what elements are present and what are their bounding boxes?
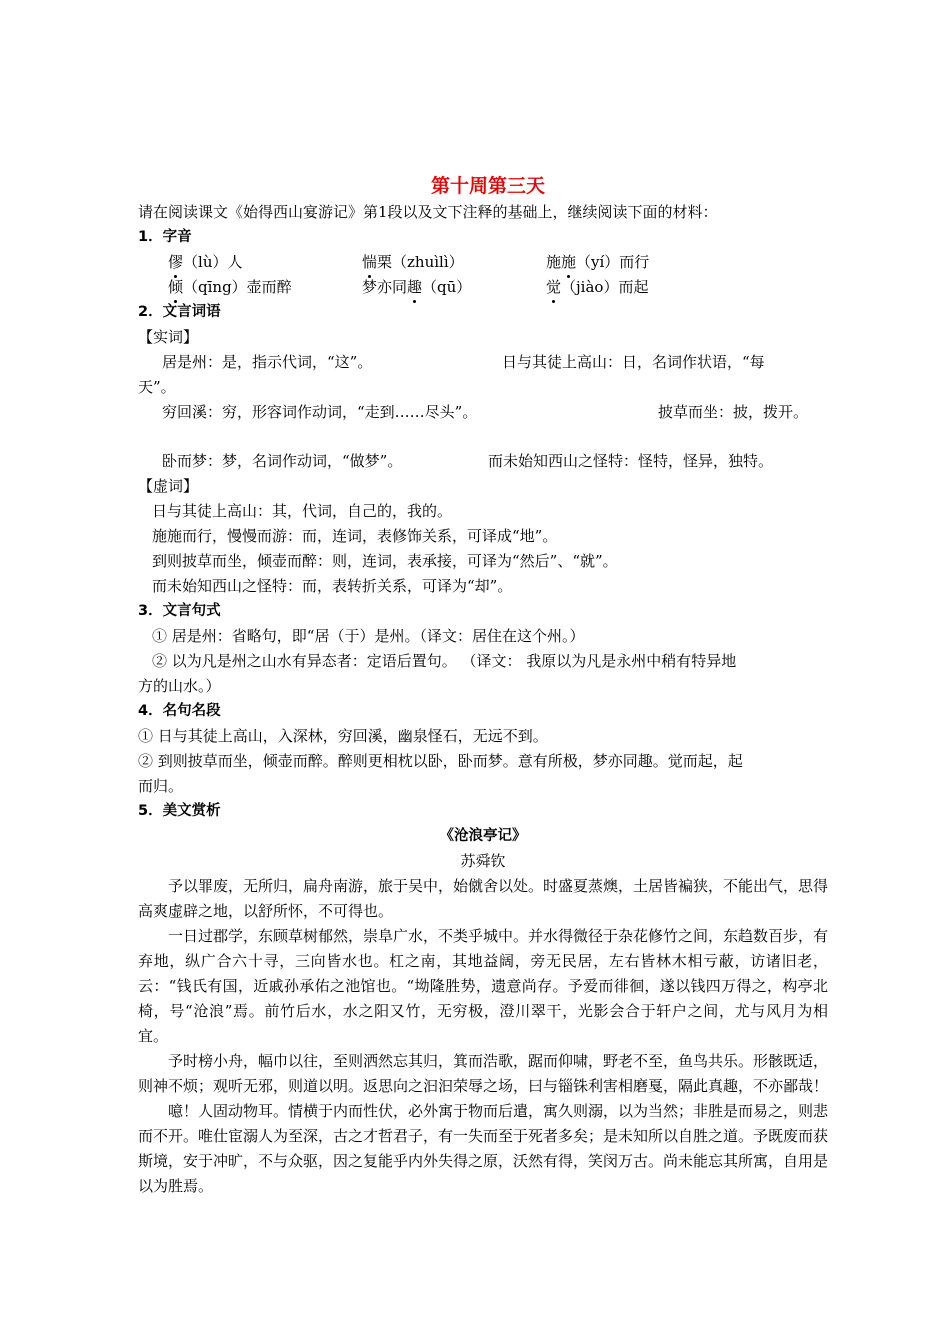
function-word-item: 日与其徒上高山：其，代词，自己的，我的。 [152,502,453,520]
intro-text: 请在阅读课文《始得西山宴游记》第1段以及文下注释的基础上，继续阅读下面的材料： [138,203,718,221]
content-words-row-2: 穷回溪：穷，形容词作动词，“走到……尽头”。 披草而坐：披，拨开。 [162,403,809,421]
famous-line-item: ② 到则披草而坐，倾壶而醉。醉则更相枕以卧，卧而梦。意有所极，梦亦同趣。觉而起，起 [138,752,743,770]
essay-paragraph: 一日过郡学，东顾草树郁然，崇阜广水，不类乎城中。并水得微径于杂花修竹之间，东趋数百步，有弃地，纵广合六十寻，三向皆水也。杠之南，其地益阔，旁无民居，左右皆林木相亏蔽，访诸旧老，云：“钱氏有国，近戚孙承佑之池馆也。“坳隆胜势，遗意尚存。予爱而徘徊，遂以钱四万得之，构亭北椅，号“沧浪”焉。前竹后水，水之阳又竹，无穷极，澄川翠干，光影会合于轩户之间，尤与风月为相宜。 [138,927,829,1045]
sentence-pattern-item-cont: 方的山水。） [138,677,221,695]
essay-paragraph: 噫！人固动物耳。情横于内而性伏，必外寓于物而后遣，寓久则溺，以为当然；非胜是而易之，则悲而不开。唯仕宦溺人为至深，古之才哲君子，有一失而至于死者多矣；是未知所以自胜之道。予既废而获斯境，安于冲旷，不与众驱，因之复能乎内外失得之原，沃然有得，笑闵万古。尚未能忘其所寓，自用是以为胜焉。 [138,1102,829,1195]
pronunciation-item: 僇（lù）人 [168,250,362,275]
function-word-item: 施施而行，慢慢而游：而，连词，表修饰关系，可译成“地”。 [152,527,558,545]
function-words-label: 【虚词】 [138,477,199,495]
essay-title: 《沧浪亭记》 [439,828,527,844]
sentence-pattern-item: ② 以为凡是州之山水有异态者：定语后置句。 （译文： 我原以为凡是永州中稍有特异地 [152,652,737,670]
essay-paragraph: 予以罪废，无所归，扁舟南游，旅于吴中，始僦舍以处。时盛夏蒸燠，土居皆褊狭，不能出气，思得高爽虚辟之地，以舒所怀，不可得也。 [138,877,829,920]
page-title: 第十周第三天 [430,175,545,197]
function-word-item: 而未始知西山之怪特：而，表转折关系，可译为“却”。 [152,577,513,595]
pronunciation-item: 惴栗（zhuìlì） [362,250,546,275]
essay-paragraph: 予时榜小舟，幅巾以往，至则洒然忘其归，箕而浩歌，踞而仰啸，野老不至，鱼鸟共乐。形骸既适，则神不烦；观听无邪，则道以明。返思向之汩汩荣辱之场，曰与锱铢利害相磨戛，隔此真趣，不亦鄙哉！ [138,1052,829,1095]
pronunciation-row-1 [138,250,828,275]
essay-author: 苏舜钦 [460,852,506,870]
content-words-label: 【实词】 [138,328,199,346]
section-heading-appreciation: 5．美文赏析 [138,803,221,819]
famous-line-item-cont: 而归。 [138,777,184,795]
pronunciation-item: 施施（yí）而行 [546,250,649,275]
section-heading-pronunciation: 1．字音 [138,229,192,245]
pronunciation-item: 倾（qīng）壶而醉 [168,275,362,300]
content-words-row-1-cont: 天”。 [138,378,176,396]
function-word-item: 到则披草而坐，倾壶而醉：则，连词，表承接，可译为“然后”、“就”。 [152,552,618,570]
section-heading-famous-lines: 4．名句名段 [138,703,221,719]
section-heading-vocabulary: 2．文言词语 [138,304,221,320]
content-words-row-3: 卧而梦：梦，名词作动词，“做梦”。 而未始知西山之怪特：怪特，怪异，独特。 [162,452,774,470]
section-heading-sentence-patterns: 3．文言句式 [138,603,221,619]
content-words-row-1: 居是州：是，指示代词，“这”。 日与其徒上高山：日，名词作状语，“每 [162,353,765,371]
pronunciation-item: 觉（jiào）而起 [546,275,648,300]
pronunciation-row-2 [138,275,828,300]
sentence-pattern-item: ① 居是州：省略句，即“居（于）是州。（译文：居住在这个州。） [152,627,585,645]
famous-line-item: ① 日与其徒上高山，入深林，穷回溪，幽泉怪石，无远不到。 [138,727,548,745]
pronunciation-item: 梦亦同趣（qū） [362,275,546,300]
document-page [138,172,828,1199]
